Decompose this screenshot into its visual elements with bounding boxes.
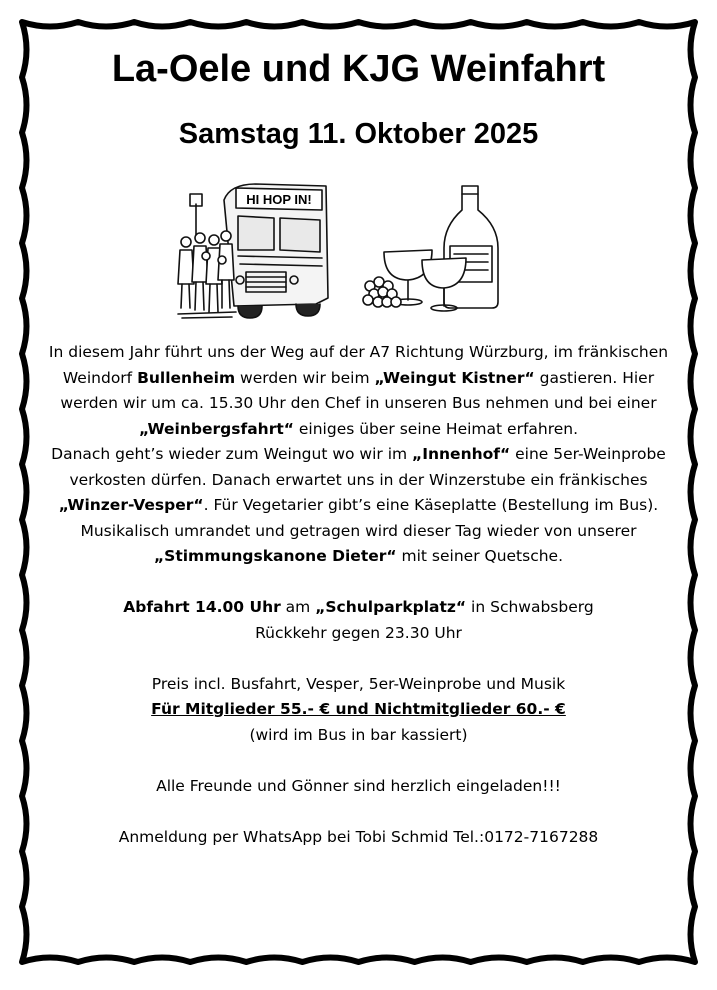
payment-note: (wird im Bus in bar kassiert)	[249, 725, 468, 744]
price-description: Preis incl. Busfahrt, Vesper, 5er-Weinprobe und Musik	[151, 674, 566, 693]
event-date: Samstag 11. Oktober 2025	[178, 118, 539, 150]
intro-paragraph-2: Danach geht’s wieder zum Weingut wo wir im „Innenhof“ eine 5er-Weinprobe verkosten dürfen. Danach erwartet uns in der Winzerstube ein fränkisches „Winzer-Vesper“. Für Vegetarier gibt’s eine Käseplatte (Bestellung im Bus).	[51, 445, 666, 514]
page-title: La-Oele und KJG Weinfahrt	[111, 48, 606, 90]
bus-sign-text: HI HOP IN!	[246, 192, 312, 207]
wine-bottle-glasses-icon	[362, 182, 514, 314]
price-amounts: Für Mitglieder 55.- € und Nichtmitglieder 60.- €	[151, 700, 566, 718]
departure-line: Abfahrt 14.00 Uhr am „Schulparkplatz“ in Schwabsberg	[123, 598, 594, 616]
intro-paragraph-3: Musikalisch umrandet und getragen wird dieser Tag wieder von unserer „Stimmungskanone Dieter“ mit seiner Quetsche.	[80, 521, 637, 565]
registration-line: Anmeldung per WhatsApp bei Tobi Schmid Tel.:0172-7167288	[118, 827, 599, 846]
intro-paragraph-1: In diesem Jahr führt uns der Weg auf der A7 Richtung Würzburg, im fränkischen Weindorf Bullenheim werden wir beim „Weingut Kistner“ gastieren. Hier werden wir um ca. 15.30 Uhr den Chef in unseren Bus nehmen und bei einer „Weinbergsfahrt“ einiges über seine Heimat erfahren.	[48, 343, 669, 438]
invitation-line: Alle Freunde und Gönner sind herzlich eingeladen!!!	[156, 776, 561, 795]
bus-with-people-icon	[176, 180, 332, 322]
invitation-text	[40, 340, 677, 850]
return-line: Rückkehr gegen 23.30 Uhr	[255, 623, 462, 642]
